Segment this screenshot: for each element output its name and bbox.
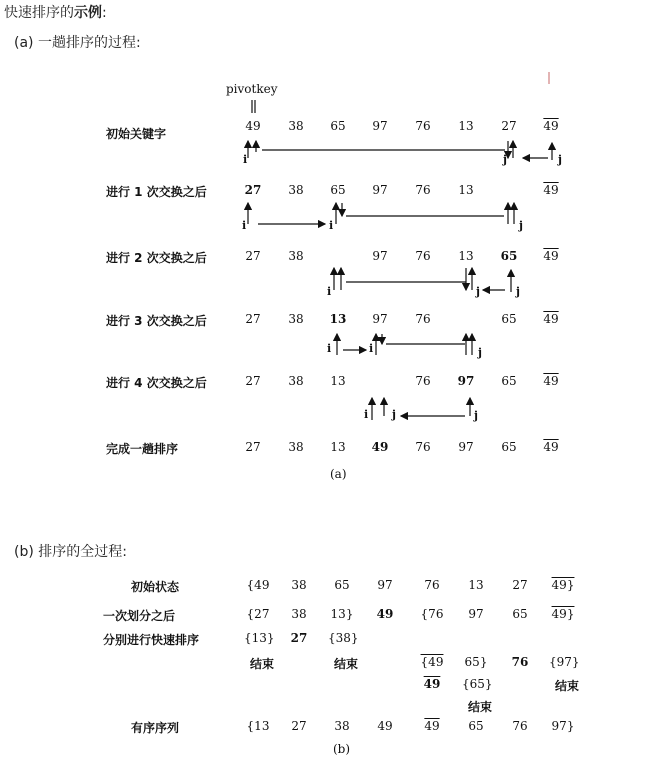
pointer-j: j <box>519 219 523 232</box>
key-value: 76 <box>415 374 431 388</box>
key-value: 65 <box>330 119 346 133</box>
key-value: 49 <box>543 183 559 197</box>
key-value: 65 <box>501 312 517 326</box>
key-value: 27 <box>245 312 261 326</box>
pointer-j: j <box>516 285 520 298</box>
key-value: 27 <box>245 440 261 454</box>
pointer-i: i <box>369 342 374 355</box>
key-value: 27 <box>291 719 307 733</box>
key-value: 49} <box>551 578 575 592</box>
page-title: 快速排序的示例: <box>4 5 107 21</box>
pointer-j: j <box>503 153 507 166</box>
key-value: 49 <box>543 440 559 454</box>
key-value: 38 <box>334 719 350 733</box>
end-marker: 结束 <box>333 657 358 671</box>
key-value: {65} <box>462 677 493 691</box>
key-value: 27 <box>245 249 261 263</box>
key-value: 38 <box>288 312 304 326</box>
key-value: 76 <box>415 440 431 454</box>
key-value: 97 <box>372 312 388 326</box>
pointer-i: i <box>242 219 247 232</box>
key-value: 49 <box>376 607 394 621</box>
key-value: {13 <box>246 719 270 733</box>
pointer-j: j <box>392 408 396 421</box>
key-value: 97 <box>457 374 475 388</box>
key-value: 27 <box>244 183 262 197</box>
key-value: 38 <box>288 249 304 263</box>
pointer-j: j <box>474 409 478 422</box>
key-value: 65} <box>464 655 488 669</box>
pointer-i: i <box>327 342 332 355</box>
row-label: 完成一趟排序 <box>106 442 179 456</box>
key-value: 65 <box>330 183 346 197</box>
row-label: 分别进行快速排序 <box>103 633 200 647</box>
row-label: 进行 2 次交换之后 <box>106 251 207 265</box>
key-value: {49 <box>246 578 270 592</box>
pointer-j: j <box>476 285 480 298</box>
key-value: 27 <box>245 374 261 388</box>
key-value: 38 <box>288 374 304 388</box>
key-value: 13 <box>329 312 347 326</box>
key-value: 65 <box>334 578 350 592</box>
key-value: 97 <box>458 440 474 454</box>
key-value: 49 <box>423 677 441 691</box>
key-value: 27 <box>512 578 528 592</box>
row-label: 初始状态 <box>131 580 180 594</box>
pointer-i: i <box>243 153 248 166</box>
end-marker: 结束 <box>249 657 274 671</box>
key-value: 76 <box>415 119 431 133</box>
key-value: {38} <box>328 631 359 645</box>
caption-b: (b) <box>333 742 351 756</box>
key-value: 76 <box>511 655 529 669</box>
row-label: 进行 3 次交换之后 <box>106 314 207 328</box>
pointer-i: i <box>329 219 334 232</box>
key-value: {49 <box>420 655 444 669</box>
pointer-j: j <box>558 153 562 166</box>
key-value: 97 <box>377 578 393 592</box>
key-value: 49 <box>543 249 559 263</box>
key-value: 49} <box>551 607 575 621</box>
key-value: 49 <box>245 119 261 133</box>
key-value: 49 <box>424 719 440 733</box>
key-value: 97} <box>551 719 575 733</box>
row-label: 进行 1 次交换之后 <box>106 185 207 199</box>
row-label: 有序序列 <box>131 721 180 735</box>
key-value: 38 <box>291 607 307 621</box>
key-value: 38 <box>288 440 304 454</box>
part-b-heading: (b) 排序的全过程: <box>14 544 127 560</box>
key-value: 38 <box>288 119 304 133</box>
key-value: 76 <box>424 578 440 592</box>
key-value: 76 <box>415 249 431 263</box>
key-value: 49 <box>543 312 559 326</box>
key-value: 65 <box>468 719 484 733</box>
row-label: 初始关键字 <box>106 127 167 141</box>
key-value: 49 <box>377 719 393 733</box>
key-value: 49 <box>371 440 389 454</box>
key-value: 97 <box>372 183 388 197</box>
key-value: 13 <box>458 119 474 133</box>
key-value: {13} <box>244 631 275 645</box>
key-value: 76 <box>415 183 431 197</box>
key-value: 38 <box>291 578 307 592</box>
key-value: 65 <box>501 374 517 388</box>
key-value: {27 <box>246 607 270 621</box>
key-value: 13 <box>458 249 474 263</box>
part-a-heading: (a) 一趟排序的过程: <box>14 35 141 51</box>
key-value: {76 <box>420 607 444 621</box>
key-value: 65 <box>512 607 528 621</box>
key-value: 76 <box>415 312 431 326</box>
pivot-label: pivotkey <box>226 82 278 96</box>
key-value: 49 <box>543 119 559 133</box>
key-value: 13 <box>330 374 346 388</box>
pointer-j: j <box>478 346 482 359</box>
key-value: 65 <box>500 249 518 263</box>
key-value: 49 <box>543 374 559 388</box>
end-marker: 结束 <box>554 679 579 693</box>
key-value: 65 <box>501 440 517 454</box>
key-value: 27 <box>501 119 517 133</box>
key-value: 27 <box>290 631 308 645</box>
pointer-i: i <box>327 285 332 298</box>
key-value: 97 <box>468 607 484 621</box>
row-label: 一次划分之后 <box>103 609 176 623</box>
key-value: 97 <box>372 119 388 133</box>
key-value: 13 <box>458 183 474 197</box>
key-value: 38 <box>288 183 304 197</box>
pointer-i: i <box>364 408 369 421</box>
caption-a: (a) <box>330 467 347 481</box>
end-marker: 结束 <box>467 700 492 714</box>
key-value: 13 <box>468 578 484 592</box>
row-label: 进行 4 次交换之后 <box>106 376 207 390</box>
key-value: 76 <box>512 719 528 733</box>
key-value: 13} <box>330 607 354 621</box>
key-value: {97} <box>549 655 580 669</box>
key-value: 13 <box>330 440 346 454</box>
key-value: 97 <box>372 249 388 263</box>
